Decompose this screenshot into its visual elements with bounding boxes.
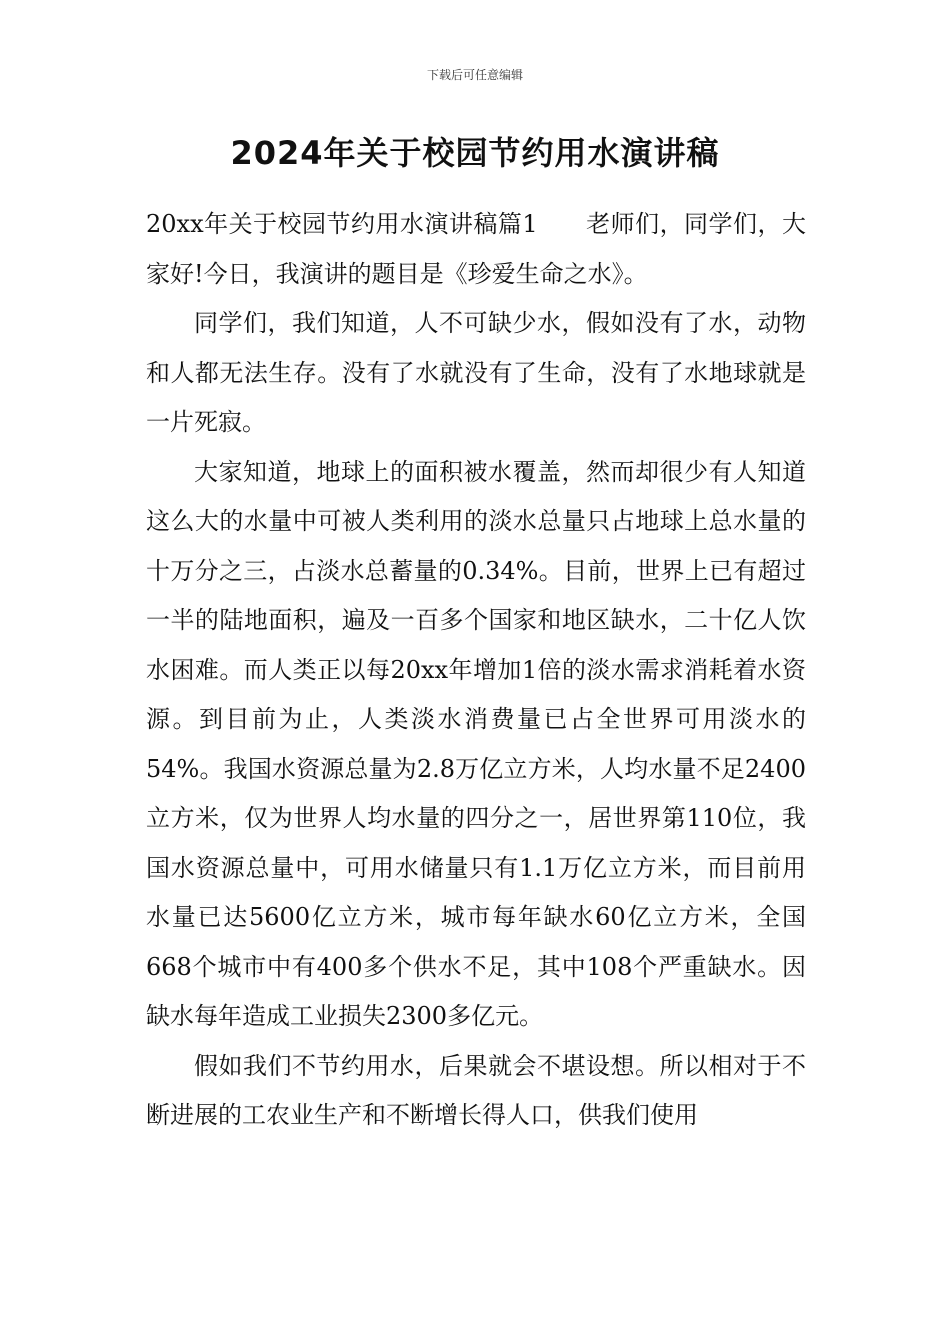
section-heading: 20xx年关于校园节约用水演讲稿篇1 [146, 210, 538, 238]
header-note: 下载后可任意编辑 [426, 68, 523, 82]
paragraph-3: 大家知道，地球上的面积被水覆盖，然而却很少有人知道这么大的水量中可被人类利用的淡水总量只占地球上总水量的十万分之三，占淡水总蓄量的0.34%。目前，世界上已有超过一半的陆地面积，遍及一百多个国家和地区缺水，二十亿人饮水困难。而人类正以每20xx年增加1倍的淡水需求消耗着水资源。到目前为止，人类淡水消费量已占全世界可用淡水的54%。我国水资源总量为2.8万亿立方米，人均水量不足2400立方米，仅为世界人均水量的四分之一，居世界第110位，我国水资源总量中，可用水储量只有1.1万亿立方米，而目前用水量已达5600亿立方米，城市每年缺水60亿立方米，全国668个城市中有400多个供水不足，其中108个严重缺水。因缺水每年造成工业损失2300多亿元。 [146, 457, 806, 1030]
paragraph-1 [146, 200, 806, 299]
paragraph-1-text: 老师们，同学们，大家好!今日，我演讲的题目是《珍爱生命之水》。 [146, 210, 806, 288]
paragraph-4: 假如我们不节约用水，后果就会不堪设想。所以相对于不断进展的工农业生产和不断增长得人口，供我们使用 [146, 1051, 806, 1129]
document-body [146, 200, 806, 1141]
document-title: 2024年关于校园节约用水演讲稿 [230, 134, 720, 172]
paragraph-2: 同学们，我们知道，人不可缺少水，假如没有了水，动物和人都无法生存。没有了水就没有了生命，没有了水地球就是一片死寂。 [146, 309, 806, 436]
